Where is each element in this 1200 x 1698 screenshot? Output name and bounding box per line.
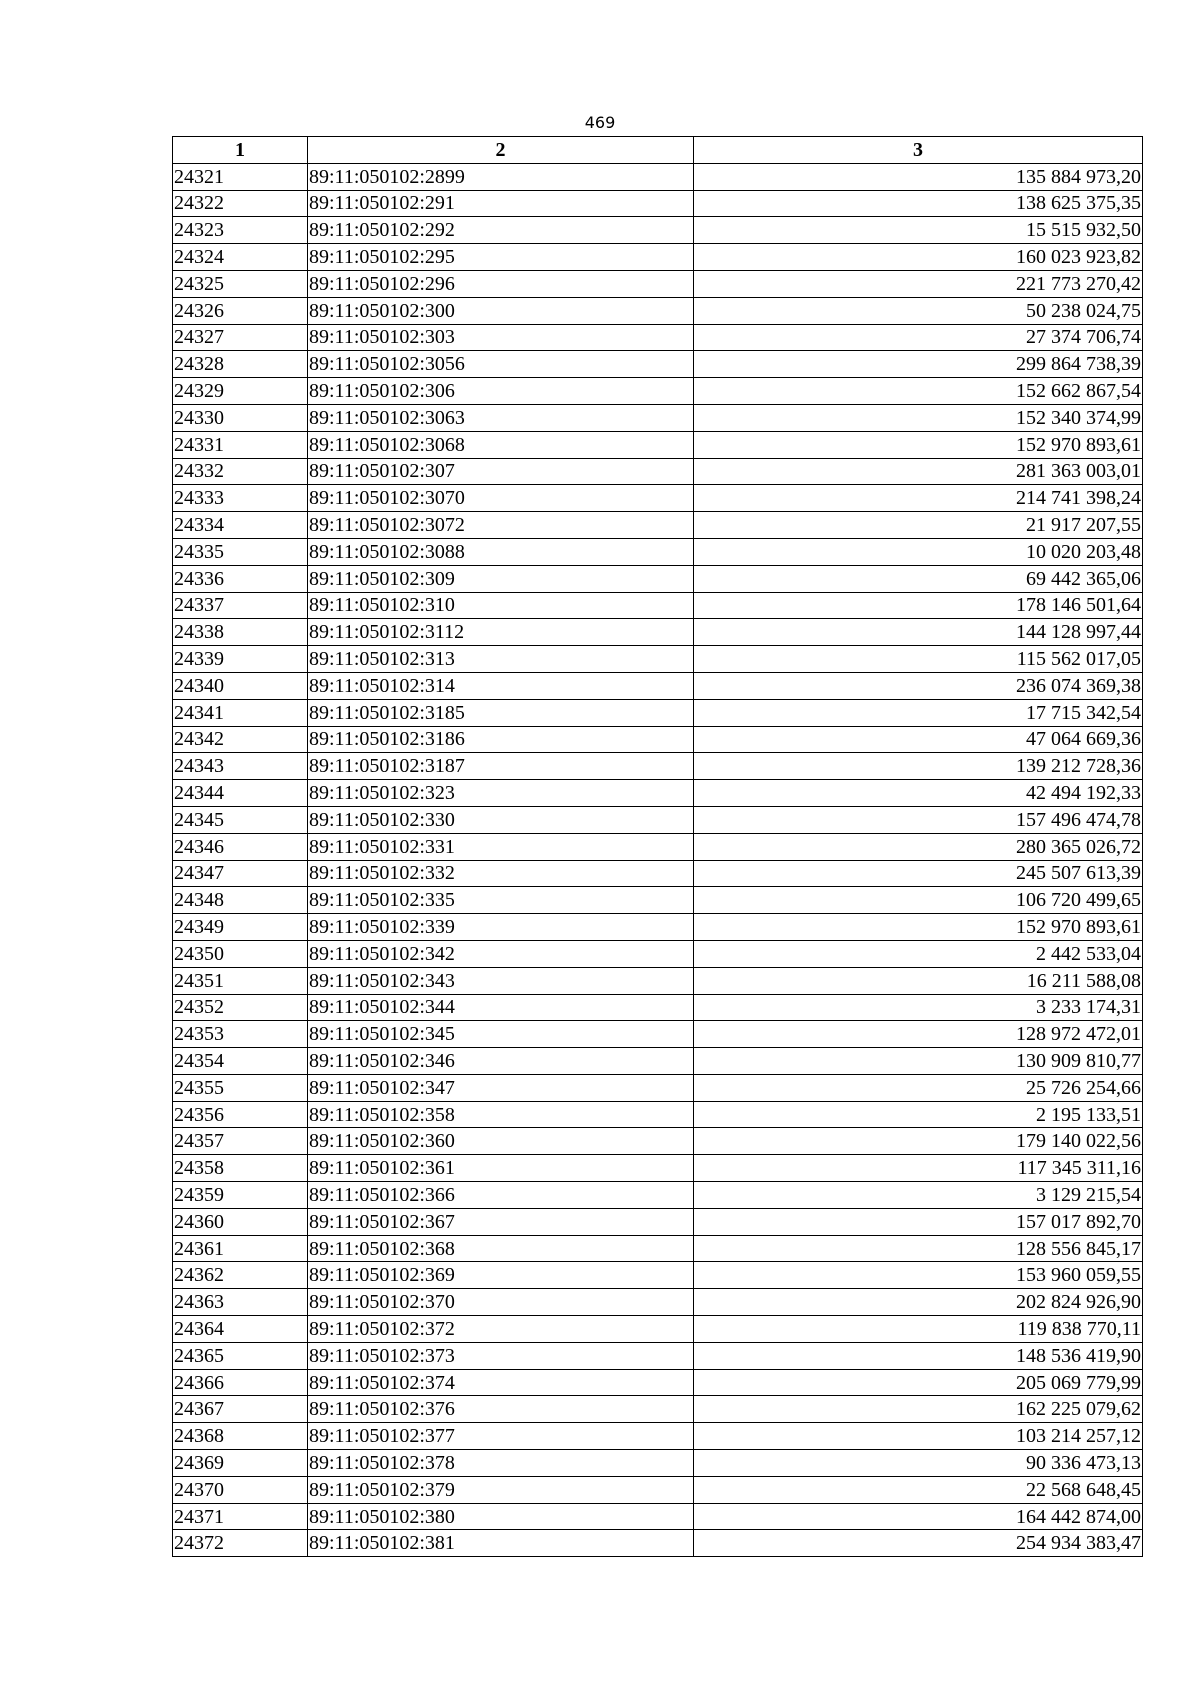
cadastral-value-cell: 47 064 669,36	[694, 726, 1143, 753]
cadastral-number-cell: 89:11:050102:292	[308, 217, 694, 244]
cadastral-value-cell: 221 773 270,42	[694, 270, 1143, 297]
cadastral-value-cell: 130 909 810,77	[694, 1048, 1143, 1075]
table-row	[173, 1048, 1143, 1075]
cadastral-number-cell: 89:11:050102:370	[308, 1289, 694, 1316]
row-number-cell: 24345	[173, 806, 308, 833]
row-number-cell: 24371	[173, 1503, 308, 1530]
row-number-cell: 24365	[173, 1342, 308, 1369]
table-body	[173, 163, 1143, 1556]
cadastral-number-cell: 89:11:050102:332	[308, 860, 694, 887]
cadastral-value-cell: 152 662 867,54	[694, 378, 1143, 405]
cadastral-value-cell: 22 568 648,45	[694, 1476, 1143, 1503]
row-number-cell: 24358	[173, 1155, 308, 1182]
cadastral-value-cell: 148 536 419,90	[694, 1342, 1143, 1369]
cadastral-number-cell: 89:11:050102:369	[308, 1262, 694, 1289]
table-row	[173, 833, 1143, 860]
cadastral-number-cell: 89:11:050102:3063	[308, 404, 694, 431]
table-row	[173, 1235, 1143, 1262]
cadastral-number-cell: 89:11:050102:3070	[308, 485, 694, 512]
row-number-cell: 24331	[173, 431, 308, 458]
cadastral-value-cell: 103 214 257,12	[694, 1423, 1143, 1450]
row-number-cell: 24349	[173, 914, 308, 941]
header-row	[173, 137, 1143, 164]
row-number-cell: 24356	[173, 1101, 308, 1128]
table-row	[173, 1450, 1143, 1477]
cadastral-value-cell: 135 884 973,20	[694, 163, 1143, 190]
row-number-cell: 24333	[173, 485, 308, 512]
cadastral-value-cell: 254 934 383,47	[694, 1530, 1143, 1557]
cadastral-value-cell: 17 715 342,54	[694, 699, 1143, 726]
cadastral-value-cell: 2 442 533,04	[694, 940, 1143, 967]
row-number-cell: 24343	[173, 753, 308, 780]
row-number-cell: 24352	[173, 994, 308, 1021]
row-number-cell: 24372	[173, 1530, 308, 1557]
table-header	[173, 137, 1143, 164]
cadastral-number-cell: 89:11:050102:345	[308, 1021, 694, 1048]
cadastral-value-cell: 3 233 174,31	[694, 994, 1143, 1021]
cadastral-number-cell: 89:11:050102:346	[308, 1048, 694, 1075]
cadastral-value-cell: 152 970 893,61	[694, 431, 1143, 458]
cadastral-value-cell: 69 442 365,06	[694, 565, 1143, 592]
row-number-cell: 24368	[173, 1423, 308, 1450]
cadastral-value-cell: 2 195 133,51	[694, 1101, 1143, 1128]
cadastral-number-cell: 89:11:050102:372	[308, 1316, 694, 1343]
row-number-cell: 24355	[173, 1074, 308, 1101]
row-number-cell: 24357	[173, 1128, 308, 1155]
row-number-cell: 24354	[173, 1048, 308, 1075]
table-row	[173, 1289, 1143, 1316]
cadastral-number-cell: 89:11:050102:2899	[308, 163, 694, 190]
cadastral-number-cell: 89:11:050102:296	[308, 270, 694, 297]
table-row	[173, 512, 1143, 539]
cadastral-value-cell: 153 960 059,55	[694, 1262, 1143, 1289]
table-row	[173, 726, 1143, 753]
cadastral-number-cell: 89:11:050102:366	[308, 1182, 694, 1209]
cadastral-number-cell: 89:11:050102:300	[308, 297, 694, 324]
cadastral-value-cell: 21 917 207,55	[694, 512, 1143, 539]
table-row	[173, 1074, 1143, 1101]
table-row	[173, 1476, 1143, 1503]
cadastral-value-cell: 3 129 215,54	[694, 1182, 1143, 1209]
row-number-cell: 24346	[173, 833, 308, 860]
cadastral-value-cell: 128 556 845,17	[694, 1235, 1143, 1262]
table-row	[173, 163, 1143, 190]
cadastral-number-cell: 89:11:050102:3088	[308, 538, 694, 565]
table-row	[173, 1208, 1143, 1235]
table-row	[173, 967, 1143, 994]
cadastral-number-cell: 89:11:050102:306	[308, 378, 694, 405]
table-row	[173, 1396, 1143, 1423]
cadastral-value-cell: 10 020 203,48	[694, 538, 1143, 565]
cadastral-number-cell: 89:11:050102:323	[308, 780, 694, 807]
cadastral-value-cell: 90 336 473,13	[694, 1450, 1143, 1477]
row-number-cell: 24361	[173, 1235, 308, 1262]
cadastral-number-cell: 89:11:050102:380	[308, 1503, 694, 1530]
cadastral-value-cell: 27 374 706,74	[694, 324, 1143, 351]
cadastral-number-cell: 89:11:050102:360	[308, 1128, 694, 1155]
table-row	[173, 1342, 1143, 1369]
table-row	[173, 351, 1143, 378]
row-number-cell: 24360	[173, 1208, 308, 1235]
cadastral-number-cell: 89:11:050102:310	[308, 592, 694, 619]
row-number-cell: 24348	[173, 887, 308, 914]
cadastral-value-cell: 280 365 026,72	[694, 833, 1143, 860]
row-number-cell: 24330	[173, 404, 308, 431]
cadastral-value-cell: 236 074 369,38	[694, 672, 1143, 699]
cadastral-value-cell: 178 146 501,64	[694, 592, 1143, 619]
row-number-cell: 24321	[173, 163, 308, 190]
table-row	[173, 806, 1143, 833]
row-number-cell: 24325	[173, 270, 308, 297]
row-number-cell: 24323	[173, 217, 308, 244]
cadastral-number-cell: 89:11:050102:374	[308, 1369, 694, 1396]
cadastral-value-cell: 139 212 728,36	[694, 753, 1143, 780]
table-row	[173, 1182, 1143, 1209]
page-number: 469	[584, 113, 616, 132]
cadastral-value-cell: 202 824 926,90	[694, 1289, 1143, 1316]
cadastral-number-cell: 89:11:050102:377	[308, 1423, 694, 1450]
cadastral-value-cell: 15 515 932,50	[694, 217, 1143, 244]
row-number-cell: 24363	[173, 1289, 308, 1316]
row-number-cell: 24322	[173, 190, 308, 217]
table-row	[173, 565, 1143, 592]
cadastral-value-cell: 160 023 923,82	[694, 244, 1143, 271]
table-row	[173, 297, 1143, 324]
table-row	[173, 217, 1143, 244]
table-row	[173, 1128, 1143, 1155]
table-row	[173, 538, 1143, 565]
row-number-cell: 24339	[173, 646, 308, 673]
row-number-cell: 24366	[173, 1369, 308, 1396]
table-row	[173, 190, 1143, 217]
row-number-cell: 24329	[173, 378, 308, 405]
cadastral-number-cell: 89:11:050102:344	[308, 994, 694, 1021]
table-row	[173, 431, 1143, 458]
row-number-cell: 24369	[173, 1450, 308, 1477]
row-number-cell: 24332	[173, 458, 308, 485]
cadastral-number-cell: 89:11:050102:358	[308, 1101, 694, 1128]
row-number-cell: 24334	[173, 512, 308, 539]
row-number-cell: 24335	[173, 538, 308, 565]
table-row	[173, 1369, 1143, 1396]
table-row	[173, 1503, 1143, 1530]
cadastral-number-cell: 89:11:050102:3112	[308, 619, 694, 646]
row-number-cell: 24342	[173, 726, 308, 753]
cadastral-value-cell: 157 017 892,70	[694, 1208, 1143, 1235]
row-number-cell: 24364	[173, 1316, 308, 1343]
cadastral-number-cell: 89:11:050102:373	[308, 1342, 694, 1369]
cadastral-number-cell: 89:11:050102:335	[308, 887, 694, 914]
table-row	[173, 1101, 1143, 1128]
cadastral-value-cell: 117 345 311,16	[694, 1155, 1143, 1182]
cadastral-value-cell: 16 211 588,08	[694, 967, 1143, 994]
cadastral-number-cell: 89:11:050102:330	[308, 806, 694, 833]
row-number-cell: 24344	[173, 780, 308, 807]
cadastral-value-cell: 106 720 499,65	[694, 887, 1143, 914]
cadastral-number-cell: 89:11:050102:313	[308, 646, 694, 673]
table-row	[173, 994, 1143, 1021]
cadastral-value-cell: 50 238 024,75	[694, 297, 1143, 324]
row-number-cell: 24336	[173, 565, 308, 592]
cadastral-number-cell: 89:11:050102:343	[308, 967, 694, 994]
cadastral-value-cell: 179 140 022,56	[694, 1128, 1143, 1155]
cadastral-value-cell: 162 225 079,62	[694, 1396, 1143, 1423]
table-row	[173, 270, 1143, 297]
table-row	[173, 1262, 1143, 1289]
cadastral-value-cell: 245 507 613,39	[694, 860, 1143, 887]
row-number-cell: 24347	[173, 860, 308, 887]
cadastral-value-cell: 119 838 770,11	[694, 1316, 1143, 1343]
cadastral-value-cell: 144 128 997,44	[694, 619, 1143, 646]
table-row	[173, 1423, 1143, 1450]
cadastral-number-cell: 89:11:050102:3186	[308, 726, 694, 753]
table-row	[173, 244, 1143, 271]
cadastral-number-cell: 89:11:050102:381	[308, 1530, 694, 1557]
cadastral-value-cell: 214 741 398,24	[694, 485, 1143, 512]
header-col-3: 3	[694, 137, 1143, 164]
cadastral-value-cell: 115 562 017,05	[694, 646, 1143, 673]
table-row	[173, 860, 1143, 887]
row-number-cell: 24359	[173, 1182, 308, 1209]
cadastral-value-cell: 152 970 893,61	[694, 914, 1143, 941]
cadastral-number-cell: 89:11:050102:314	[308, 672, 694, 699]
table-row	[173, 940, 1143, 967]
cadastral-number-cell: 89:11:050102:347	[308, 1074, 694, 1101]
cadastral-value-cell: 152 340 374,99	[694, 404, 1143, 431]
table-row	[173, 887, 1143, 914]
row-number-cell: 24326	[173, 297, 308, 324]
row-number-cell: 24350	[173, 940, 308, 967]
row-number-cell: 24370	[173, 1476, 308, 1503]
cadastral-number-cell: 89:11:050102:3185	[308, 699, 694, 726]
cadastral-value-cell: 299 864 738,39	[694, 351, 1143, 378]
cadastral-value-table	[172, 136, 1143, 1557]
table-row	[173, 404, 1143, 431]
row-number-cell: 24367	[173, 1396, 308, 1423]
row-number-cell: 24324	[173, 244, 308, 271]
table-row	[173, 485, 1143, 512]
table-row	[173, 592, 1143, 619]
header-col-2: 2	[308, 137, 694, 164]
cadastral-number-cell: 89:11:050102:3056	[308, 351, 694, 378]
cadastral-value-cell: 205 069 779,99	[694, 1369, 1143, 1396]
cadastral-value-cell: 164 442 874,00	[694, 1503, 1143, 1530]
row-number-cell: 24340	[173, 672, 308, 699]
row-number-cell: 24337	[173, 592, 308, 619]
cadastral-value-cell: 157 496 474,78	[694, 806, 1143, 833]
cadastral-number-cell: 89:11:050102:331	[308, 833, 694, 860]
cadastral-value-cell: 281 363 003,01	[694, 458, 1143, 485]
table-row	[173, 646, 1143, 673]
table-row	[173, 619, 1143, 646]
table-row	[173, 1021, 1143, 1048]
cadastral-number-cell: 89:11:050102:309	[308, 565, 694, 592]
cadastral-number-cell: 89:11:050102:361	[308, 1155, 694, 1182]
row-number-cell: 24341	[173, 699, 308, 726]
table-row	[173, 324, 1143, 351]
cadastral-value-cell: 128 972 472,01	[694, 1021, 1143, 1048]
cadastral-value-cell: 25 726 254,66	[694, 1074, 1143, 1101]
table-row	[173, 1155, 1143, 1182]
table-row	[173, 458, 1143, 485]
cadastral-value-cell: 138 625 375,35	[694, 190, 1143, 217]
cadastral-number-cell: 89:11:050102:367	[308, 1208, 694, 1235]
cadastral-number-cell: 89:11:050102:376	[308, 1396, 694, 1423]
table-row	[173, 1316, 1143, 1343]
cadastral-number-cell: 89:11:050102:303	[308, 324, 694, 351]
cadastral-number-cell: 89:11:050102:342	[308, 940, 694, 967]
row-number-cell: 24353	[173, 1021, 308, 1048]
cadastral-number-cell: 89:11:050102:3068	[308, 431, 694, 458]
table-row	[173, 914, 1143, 941]
table-row	[173, 378, 1143, 405]
cadastral-number-cell: 89:11:050102:378	[308, 1450, 694, 1477]
table-row	[173, 753, 1143, 780]
row-number-cell: 24362	[173, 1262, 308, 1289]
cadastral-number-cell: 89:11:050102:339	[308, 914, 694, 941]
cadastral-number-cell: 89:11:050102:295	[308, 244, 694, 271]
table-row	[173, 780, 1143, 807]
cadastral-number-cell: 89:11:050102:291	[308, 190, 694, 217]
row-number-cell: 24351	[173, 967, 308, 994]
row-number-cell: 24338	[173, 619, 308, 646]
cadastral-number-cell: 89:11:050102:368	[308, 1235, 694, 1262]
table-row	[173, 672, 1143, 699]
cadastral-number-cell: 89:11:050102:3072	[308, 512, 694, 539]
row-number-cell: 24327	[173, 324, 308, 351]
cadastral-number-cell: 89:11:050102:379	[308, 1476, 694, 1503]
cadastral-number-cell: 89:11:050102:307	[308, 458, 694, 485]
table-row	[173, 1530, 1143, 1557]
cadastral-number-cell: 89:11:050102:3187	[308, 753, 694, 780]
cadastral-value-cell: 42 494 192,33	[694, 780, 1143, 807]
header-col-1: 1	[173, 137, 308, 164]
table-row	[173, 699, 1143, 726]
row-number-cell: 24328	[173, 351, 308, 378]
